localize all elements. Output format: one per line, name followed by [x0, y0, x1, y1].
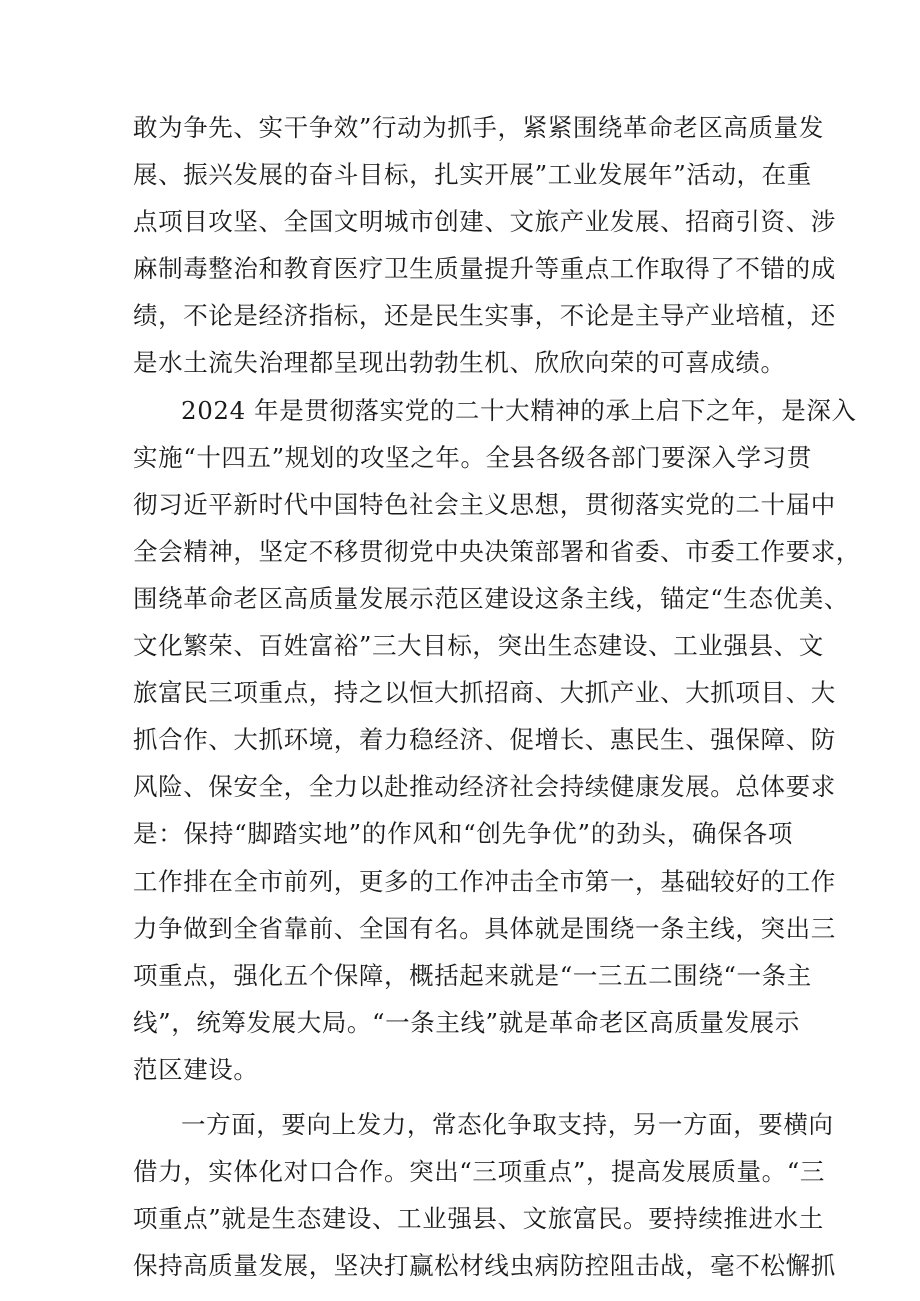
text-line: 旅富民三项重点，持之以恒大抓招商、大抓产业、大抓项目、大	[133, 678, 836, 708]
text-line: 文化繁荣、百姓富裕”三大目标，突出生态建设、工业强县、文	[133, 631, 824, 661]
text-line: 风险、保安全，全力以赴推动经济社会持续健康发展。总体要求	[133, 772, 836, 802]
text-line: 线”，统筹发展大局。“一条主线”就是革命老区高质量发展示	[133, 1007, 800, 1037]
text-line: 范区建设。	[133, 1054, 259, 1084]
text-line: 是水土流失治理都呈现出勃勃生机、欣欣向荣的可喜成绩。	[133, 348, 786, 378]
text-line: 抓合作、大抓环境，着力稳经济、促增长、惠民生、强保障、防	[133, 725, 836, 755]
text-line: 项重点”就是生态建设、工业强县、文旅富民。要持续推进水土	[133, 1204, 824, 1234]
text-line: 围绕革命老区高质量发展示范区建设这条主线，锚定“生态优美、	[133, 583, 849, 613]
text-line: 全会精神，坚定不移贯彻党中央决策部署和省委、市委工作要求，	[133, 536, 861, 566]
paragraph-spacer	[133, 1093, 793, 1101]
paragraph-3	[133, 1101, 836, 1289]
text-line: 彻习近平新时代中国特色社会主义思想，贯彻落实党的二十届中	[133, 489, 836, 519]
text-line: 点项目攻坚、全国文明城市创建、文旅产业发展、招商引资、涉	[133, 207, 836, 237]
text-line: 一方面，要向上发力，常态化争取支持，另一方面，要横向	[181, 1109, 834, 1139]
paragraph-1	[133, 104, 836, 387]
text-line: 2024 年是贯彻落实党的二十大精神的承上启下之年，是深入	[181, 395, 857, 425]
text-line: 保持高质量发展，坚决打赢松材线虫病防控阻击战，毫不松懈抓	[133, 1251, 836, 1281]
document-body	[133, 104, 861, 1289]
text-line: 借力，实体化对口合作。突出“三项重点”，提高发展质量。“三	[133, 1157, 825, 1187]
text-line: 敢为争先、实干争效”行动为抓手，紧紧围绕革命老区高质量发	[133, 113, 824, 142]
text-line: 是：保持“脚踏实地”的作风和“创先争优”的劲头，确保各项	[133, 819, 793, 849]
text-line: 麻制毒整治和教育医疗卫生质量提升等重点工作取得了不错的成	[133, 254, 836, 284]
text-line: 工作排在全市前列，更多的工作冲击全市第一，基础较好的工作	[133, 866, 836, 896]
text-line: 力争做到全省靠前、全国有名。具体就是围绕一条主线，突出三	[133, 913, 836, 943]
text-line: 实施“十四五”规划的攻坚之年。全县各级各部门要深入学习贯	[133, 442, 812, 472]
text-line: 绩，不论是经济指标，还是民生实事，不论是主导产业培植，还	[133, 301, 836, 331]
text-line: 展、振兴发展的奋斗目标，扎实开展”工业发展年”活动，在重	[133, 160, 812, 190]
text-line: 项重点，强化五个保障，概括起来就是“一三五二围绕“一条主	[133, 960, 812, 990]
paragraph-2	[133, 387, 861, 1093]
